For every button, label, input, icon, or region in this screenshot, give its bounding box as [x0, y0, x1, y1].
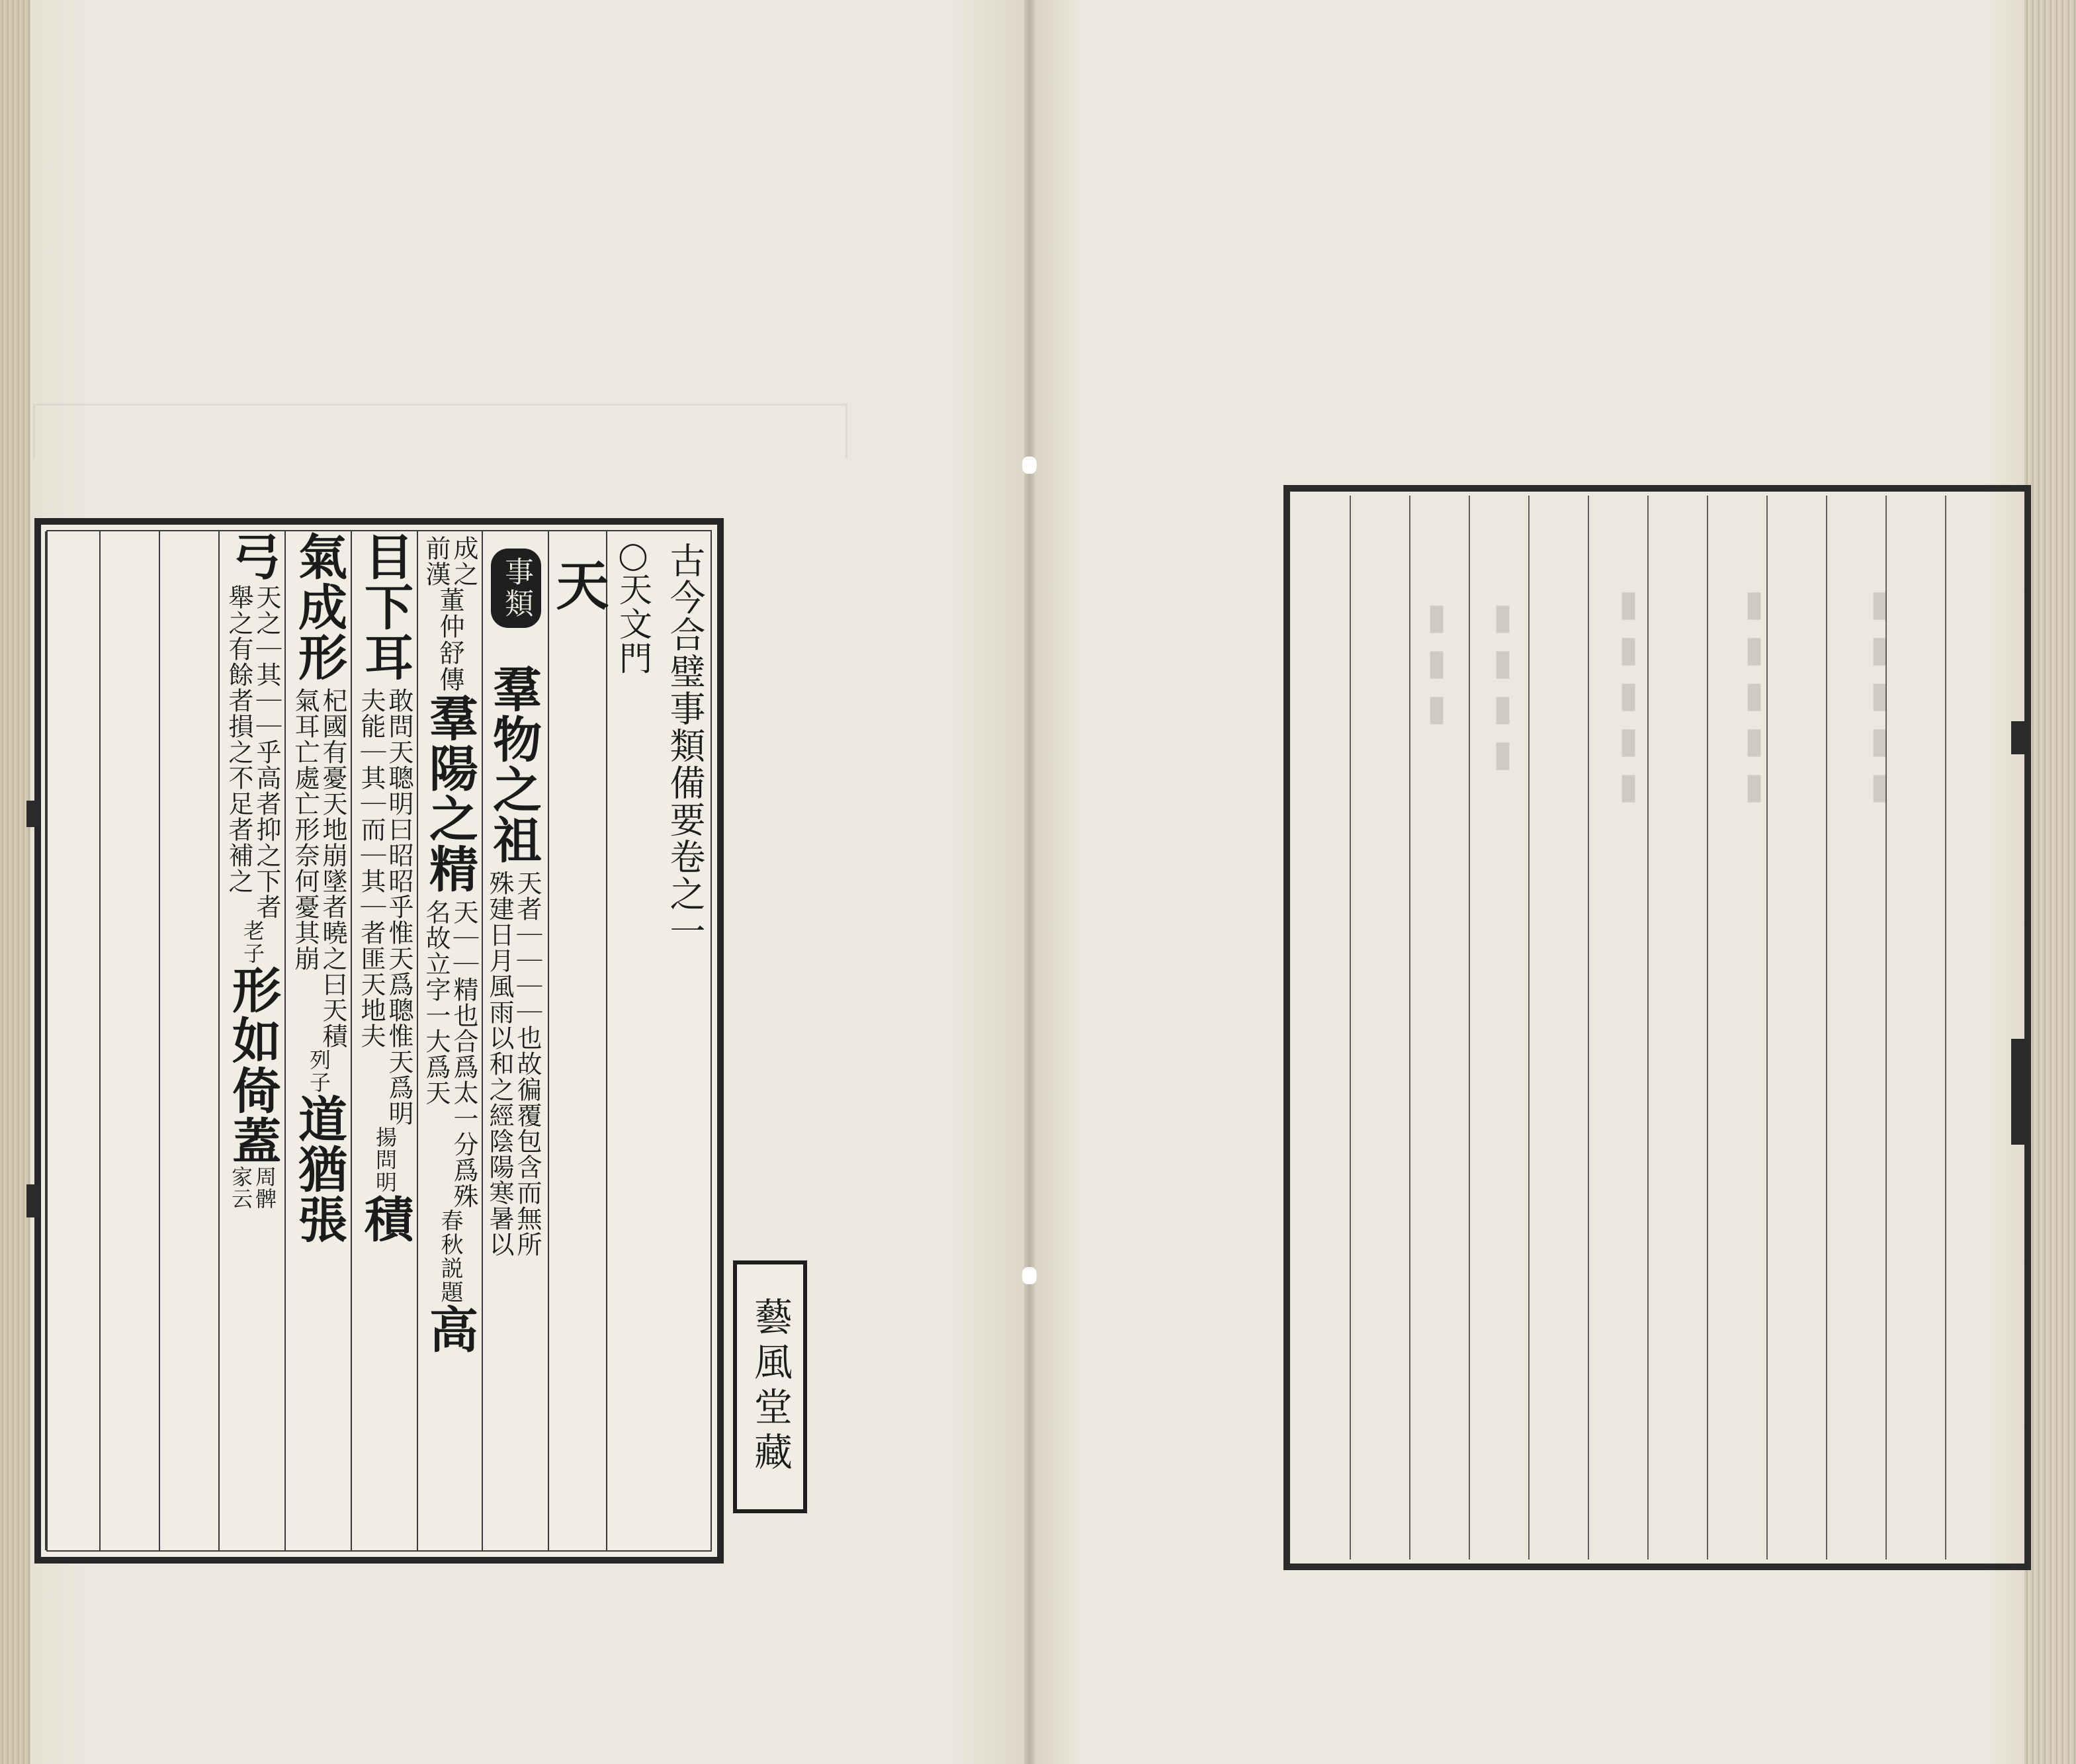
bleed-through-text: ▮▮▮▮: [1482, 595, 1524, 778]
seal-text: 藝風堂藏: [748, 1297, 793, 1477]
note-line: 天者｜｜｜｜也故徧覆包含而無所: [513, 870, 542, 1257]
entry-term-column: [351, 531, 418, 1550]
title-column: [659, 531, 711, 1550]
entry-term: 羣陽之精: [421, 693, 478, 894]
entry-notes: [423, 899, 476, 1209]
blank-column: [159, 531, 220, 1550]
bleed-through-text: ▮▮▮▮▮: [1733, 582, 1775, 811]
note-line: 天之｜其｜｜乎高者抑之下者: [252, 584, 281, 920]
entry-notes: [292, 687, 345, 1049]
printed-text-block: [34, 518, 724, 1564]
entry-term: 形如倚蓋: [224, 965, 281, 1166]
edge-tab-marker: [2011, 721, 2028, 754]
inner-border: [46, 530, 712, 1552]
bleed-through-text: ▮▮▮: [1416, 595, 1457, 732]
ruling-line: [1350, 496, 1351, 1560]
edge-tab-marker: [26, 801, 40, 827]
entry-term: 氣成形: [290, 531, 347, 682]
note-line: 敢問天聰明曰昭昭乎惟天爲聰惟天爲明: [384, 687, 413, 1126]
entry-notes: [226, 584, 279, 920]
note-line: 名故立字一大爲天: [421, 899, 451, 1106]
bleed-through-text: ▮▮▮▮▮: [1608, 582, 1649, 811]
bleed-through-text: ▮▮▮▮▮: [1859, 582, 1901, 811]
entry-term: 道猶張: [290, 1094, 347, 1245]
source-line: 春秋説題: [437, 1209, 463, 1304]
section-marker: ◯: [618, 541, 648, 572]
entry-term-column: [417, 531, 482, 1550]
edge-tab-marker: [2011, 1039, 2028, 1145]
note-line: 舉之有餘者損之不足者補之: [224, 584, 253, 894]
entry-term-column: [284, 531, 352, 1550]
heading-char: 天: [547, 558, 609, 612]
entry-term: 羣物之祖: [485, 664, 542, 865]
entry-notes: [359, 687, 411, 1126]
note-line: 殊建日月風雨以和之經陰陽寒暑以: [485, 870, 514, 1257]
source-line: 成之: [449, 535, 478, 587]
ruling-line: [1528, 496, 1530, 1560]
category-badge: 事類: [491, 549, 541, 628]
heading-column: [548, 531, 607, 1550]
edge-tab-marker: [26, 1184, 40, 1217]
gutter-thread-hole: [1022, 1267, 1037, 1284]
source-note: [230, 1166, 275, 1210]
ruling-line: [1588, 496, 1589, 1560]
source-line: 揚問明: [372, 1126, 398, 1194]
book-edge-right: [2024, 0, 2076, 1764]
entry-term-column: [218, 531, 286, 1550]
book-edge-left: [0, 0, 30, 1764]
entry-term-column: [482, 531, 545, 1550]
entry-term: 積: [357, 1194, 413, 1244]
ruling-line: [1826, 496, 1827, 1560]
source-line: 家云: [228, 1166, 253, 1210]
source-line: 列子: [306, 1049, 331, 1094]
source-line: 周髀: [252, 1166, 277, 1210]
entry-term: 目下耳: [357, 531, 413, 682]
blank-column: [45, 531, 101, 1550]
note-line: 天｜｜精也合爲太一分爲殊: [449, 899, 478, 1209]
show-through-frame-right: [1283, 485, 2031, 1570]
source-line: 董仲舒傳: [435, 587, 464, 693]
show-through-frame: [33, 404, 847, 459]
entry-notes: [487, 870, 540, 1257]
section-column: [606, 531, 659, 1550]
source-line: 老子: [240, 920, 265, 965]
blank-column: [99, 531, 160, 1550]
gutter-thread-hole: [1022, 457, 1037, 474]
entry-term: 弓: [224, 531, 281, 582]
book-title: 古今合璧事類備要卷之一: [664, 542, 706, 949]
book-gutter: [1024, 0, 1035, 1764]
source-note: [423, 535, 476, 587]
ruling-line: [1469, 496, 1470, 1560]
source-line: 前漢: [421, 535, 451, 587]
entry-term: 高: [421, 1304, 478, 1354]
note-line: 氣耳亡處亡形奈何憂其崩: [290, 687, 320, 971]
note-line: 杞國有憂天地崩墜者曉之曰天積: [318, 687, 347, 1049]
note-line: 夫能｜其｜而｜其｜者匪天地夫: [357, 687, 386, 1049]
collector-seal: [733, 1260, 807, 1513]
ruling-line: [1409, 496, 1410, 1560]
ruling-line: [1707, 496, 1708, 1560]
section-title: 天文門: [614, 572, 652, 676]
ruling-line: [1945, 496, 1946, 1560]
